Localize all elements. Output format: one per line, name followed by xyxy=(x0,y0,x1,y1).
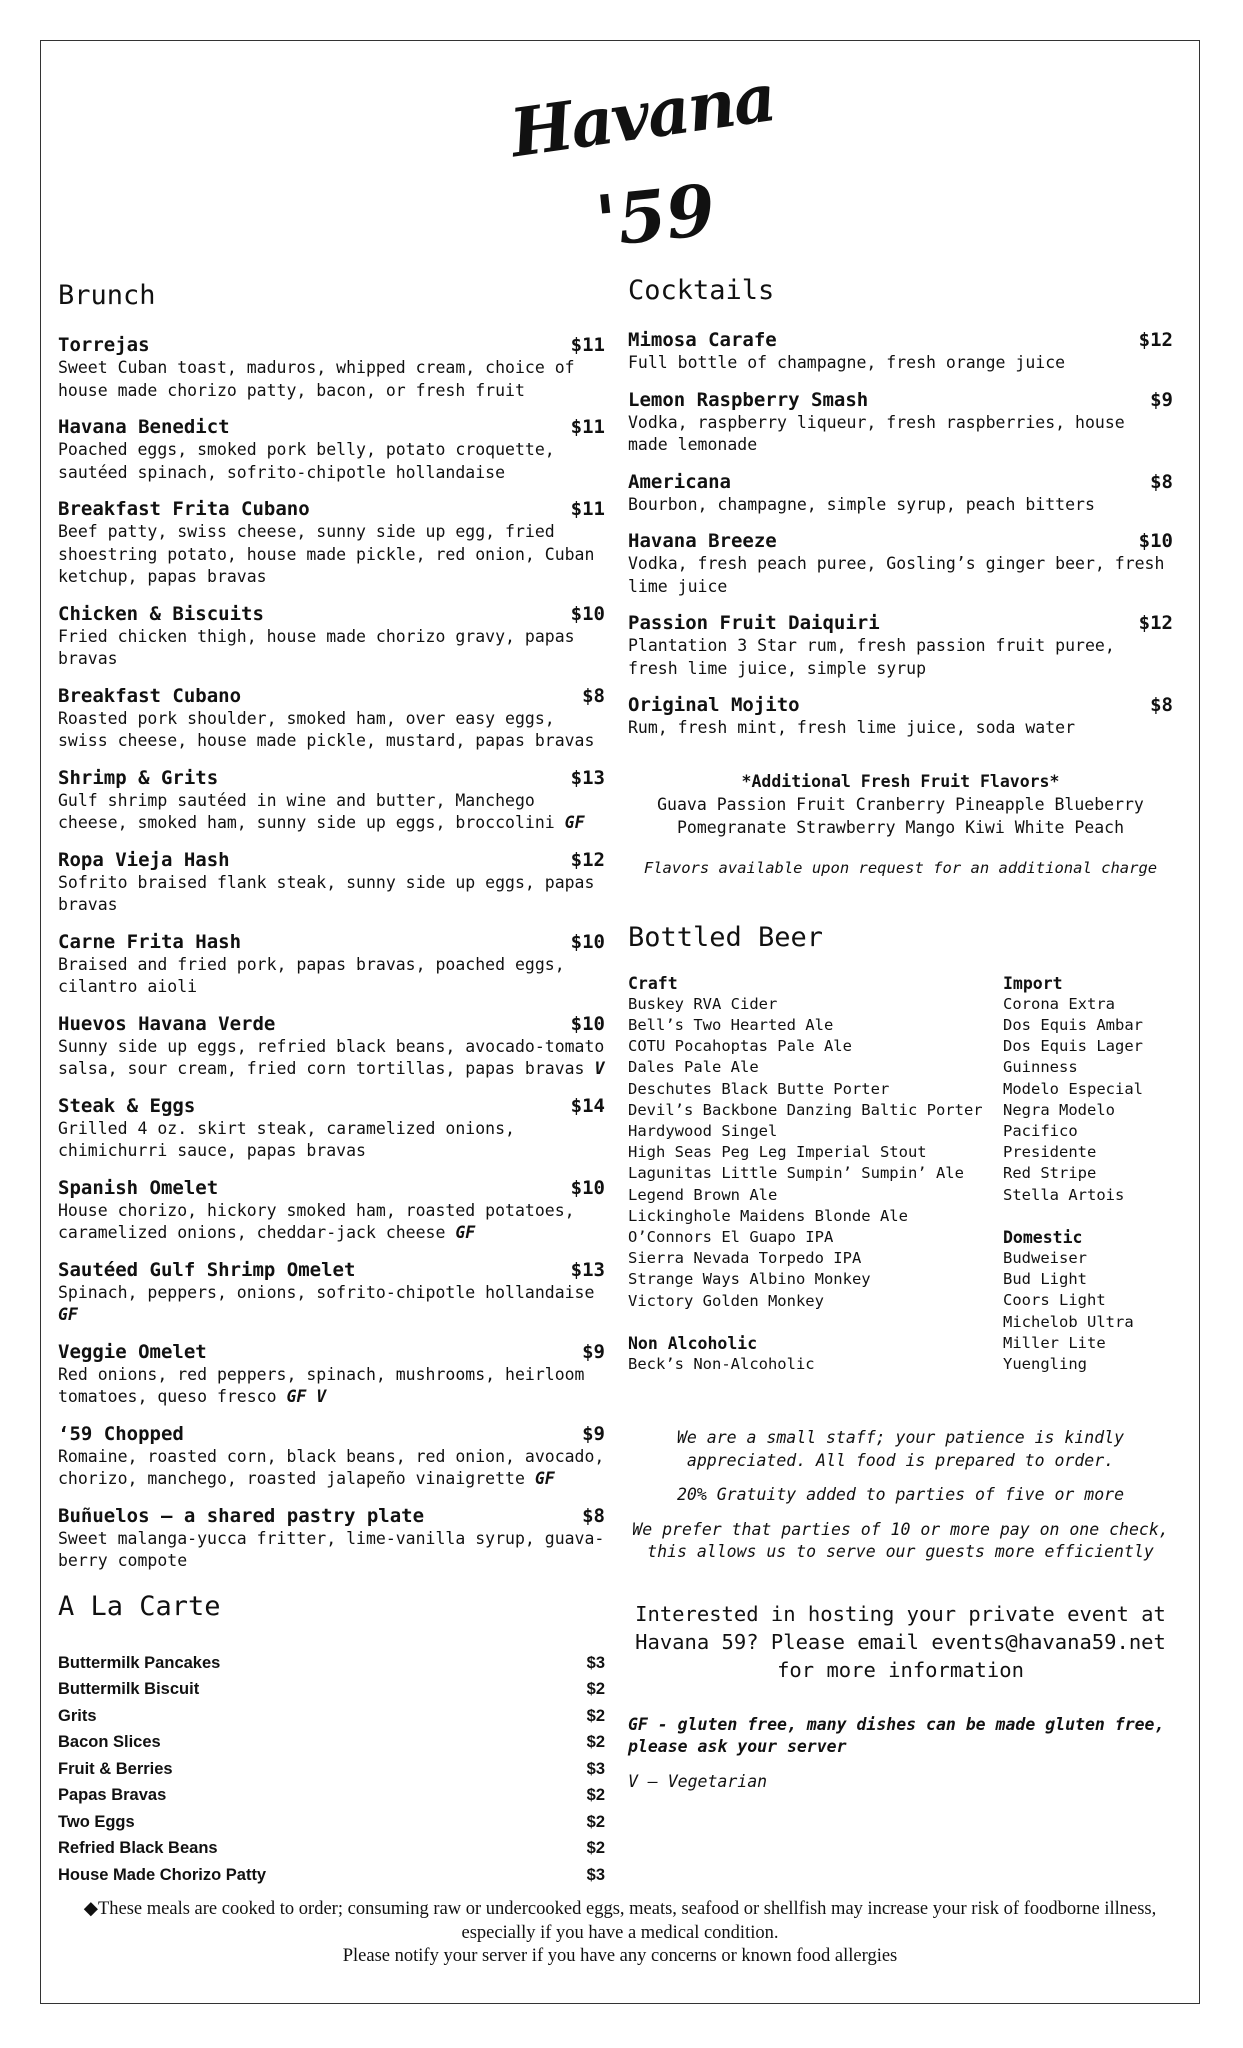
menu-item-description xyxy=(58,954,605,999)
menu-item-name: Ropa Vieja Hash xyxy=(58,848,230,871)
brunch-list xyxy=(58,333,605,1573)
domestic-heading: Domestic xyxy=(1003,1227,1083,1247)
menu-item-description-text: Vodka, raspberry liqueur, fresh raspberries, house made lemonade xyxy=(628,412,1125,454)
menu-item-name: Torrejas xyxy=(58,334,150,356)
right-column xyxy=(628,275,1173,1793)
menu-item-price: $10 xyxy=(570,1012,605,1035)
menu-item-description xyxy=(58,1282,605,1327)
menu-item-price: $12 xyxy=(1138,329,1173,351)
menu-item-price: $11 xyxy=(570,334,605,356)
menu-item-name: Havana Benedict xyxy=(58,416,230,438)
beer-item: Deschutes Black Butte Porter xyxy=(628,1079,890,1098)
menu-item-description-text: Spinach, peppers, onions, sofrito-chipotle hollandaise xyxy=(58,1282,595,1302)
beer-item: Coors Light xyxy=(1003,1291,1106,1310)
craft-heading: Craft xyxy=(628,973,678,993)
beer-grid xyxy=(628,973,1173,1376)
beer-item: High Seas Peg Leg Imperial Stout xyxy=(628,1143,927,1162)
gf-legend: GF - gluten free, many dishes can be made gluten free, please ask your server xyxy=(628,1714,1165,1757)
a-la-carte-item xyxy=(58,1729,605,1756)
beer-item: Negra Modelo xyxy=(1003,1100,1115,1119)
menu-item-price: $8 xyxy=(1150,694,1173,716)
menu-item xyxy=(58,684,605,753)
menu-item-description-text: Plantation 3 Star rum, fresh passion fruit puree, fresh lime juice, simple syrup xyxy=(628,636,1115,678)
menu-item-name: Sautéed Gulf Shrimp Omelet xyxy=(58,1258,356,1281)
beer-item: Lagunitas Little Sumpin’ Sumpin’ Ale xyxy=(628,1164,964,1183)
beer-item: Modelo Especial xyxy=(1003,1079,1143,1098)
a-la-carte-price: $2 xyxy=(586,1680,605,1698)
menu-item-price: $13 xyxy=(570,766,605,789)
dietary-tag: GF xyxy=(455,1223,476,1242)
beer-item: Presidente xyxy=(1003,1143,1097,1162)
menu-item-header xyxy=(628,693,1173,717)
craft-list xyxy=(628,994,1003,1312)
menu-item xyxy=(628,388,1173,457)
menu-item-description-text: Bourbon, champagne, simple syrup, peach bitters xyxy=(628,494,1095,514)
menu-item-description-text: Fried chicken thigh, house made chorizo gravy, papas bravas xyxy=(58,626,575,668)
cocktails-title: Cocktails xyxy=(628,275,775,306)
beer-column-left xyxy=(628,973,1003,1376)
import-heading: Import xyxy=(1003,973,1063,993)
menu-item-description xyxy=(58,521,605,589)
a-la-carte-item xyxy=(58,1756,605,1783)
menu-item-description-text: Vodka, fresh peach puree, Gosling’s ginger beer, fresh lime juice xyxy=(628,554,1165,596)
menu-item-name: Shrimp & Grits xyxy=(58,766,219,789)
bottled-beer xyxy=(628,922,1173,1376)
beer-item: Legend Brown Ale xyxy=(628,1185,778,1204)
a-la-carte-price: $3 xyxy=(586,1653,605,1672)
a-la-carte-name: House Made Chorizo Patty xyxy=(58,1865,267,1884)
menu-item-header xyxy=(58,684,605,708)
left-column xyxy=(58,280,605,1888)
menu-item xyxy=(628,328,1173,375)
beer-item: Buskey RVA Cider xyxy=(628,994,778,1013)
beer-item: Beck’s Non-Alcoholic xyxy=(628,1354,815,1373)
menu-item-name: Carne Frita Hash xyxy=(58,930,242,953)
menu-item-price: $8 xyxy=(1150,470,1173,493)
beer-item: Sierra Nevada Torpedo IPA xyxy=(628,1249,862,1268)
menu-item-name: Lemon Raspberry Smash xyxy=(628,388,869,411)
beer-column-right xyxy=(1003,973,1173,1376)
a-la-carte-item xyxy=(58,1703,605,1730)
a-la-carte-price: $2 xyxy=(586,1706,605,1725)
beer-item: Lickinghole Maidens Blonde Ale xyxy=(628,1206,908,1225)
menu-item-price: $12 xyxy=(1138,612,1173,634)
menu-item-description xyxy=(58,439,605,484)
menu-item-name: Havana Breeze xyxy=(628,530,777,552)
menu-item xyxy=(58,1176,605,1245)
menu-item-description-text: Gulf shrimp sautéed in wine and butter, Manchego cheese, smoked ham, sunny side up eggs, broccolini xyxy=(58,790,555,832)
menu-item-name: Spanish Omelet xyxy=(58,1176,219,1199)
menu-item-description xyxy=(58,1036,605,1081)
menu-item-name: Buñuelos – a shared pastry plate xyxy=(58,1504,425,1527)
a-la-carte-price: $2 xyxy=(586,1733,605,1751)
staff-note: We are a small staff; your patience is kindly appreciated. All food is prepared to order. xyxy=(676,1428,1125,1470)
menu-item-name: Breakfast Cubano xyxy=(58,684,242,707)
menu-item-description xyxy=(628,352,1173,375)
menu-item xyxy=(58,848,605,917)
menu-item-price: $10 xyxy=(570,930,605,953)
a-la-carte-price: $3 xyxy=(586,1865,605,1884)
menu-item-description xyxy=(628,412,1173,457)
a-la-carte-price: $2 xyxy=(586,1786,605,1804)
a-la-carte-name: Buttermilk Biscuit xyxy=(58,1680,200,1698)
menu-item-description-text: Sofrito braised flank steak, sunny side up eggs, papas bravas xyxy=(58,872,595,914)
menu-item-description xyxy=(58,357,605,402)
menu-item-header xyxy=(58,1094,605,1118)
dietary-tag: GF V xyxy=(286,1387,327,1406)
menu-item-description-text: Sweet malanga-yucca fritter, lime-vanilla syrup, guava-berry compote xyxy=(58,1528,605,1570)
beer-item: Dos Equis Lager xyxy=(1003,1037,1143,1056)
flavors-heading: *Additional Fresh Fruit Flavors* xyxy=(741,771,1060,791)
private-event-note: Interested in hosting your private event at Havana 59? Please email events@havana59.net for more information xyxy=(635,1601,1166,1682)
menu-item-name: Breakfast Frita Cubano xyxy=(58,498,310,520)
beer-item: Red Stripe xyxy=(1003,1164,1097,1183)
beer-item: Pacifico xyxy=(1003,1121,1078,1140)
dietary-tag: GF xyxy=(58,1305,78,1324)
dietary-legend xyxy=(628,1714,1173,1794)
menu-item-header xyxy=(58,766,605,790)
menu-item-description xyxy=(58,1200,605,1245)
menu-item-description xyxy=(628,494,1173,517)
a-la-carte-item xyxy=(58,1782,605,1809)
menu-item xyxy=(58,1094,605,1163)
a-la-carte-name: Refried Black Beans xyxy=(58,1839,218,1857)
menu-item xyxy=(628,611,1173,680)
menu-item xyxy=(58,1258,605,1327)
menu-item-description xyxy=(58,1446,605,1491)
dietary-tag: GF xyxy=(564,813,585,832)
menu-item-description-text: House chorizo, hickory smoked ham, roasted potatoes, caramelized onions, cheddar-jack cheese xyxy=(58,1200,575,1242)
menu-item-price: $11 xyxy=(570,416,605,438)
footer-warning: ◆These meals are cooked to order; consuming raw or undercooked eggs, meats, seafood or shellfish may increase your risk of foodborne illness, especially if you have a medical condition. xyxy=(83,1899,1157,1943)
menu-item-description-text: Romaine, roasted corn, black beans, red onion, avocado, chorizo, manchego, roasted jalapeño vinaigrette xyxy=(58,1446,605,1488)
beer-item: Strange Ways Albino Monkey xyxy=(628,1270,871,1289)
menu-item-description xyxy=(58,708,605,753)
menu-item-price: $8 xyxy=(582,684,605,707)
menu-item-header xyxy=(628,470,1173,494)
menu-item xyxy=(628,529,1173,598)
check-note: We prefer that parties of 10 or more pay on one check, this allows us to serve our guests more efficiently xyxy=(632,1519,1169,1562)
beer-item: Guinness xyxy=(1003,1058,1078,1077)
menu-item-name: Americana xyxy=(628,470,731,493)
menu-item-header xyxy=(628,611,1173,635)
a-la-carte-name: Bacon Slices xyxy=(58,1733,161,1751)
a-la-carte-item xyxy=(58,1650,605,1677)
menu-item-price: $10 xyxy=(1138,530,1173,552)
havana-59-logo xyxy=(505,58,780,268)
menu-item-description-text: Red onions, red peppers, spinach, mushrooms, heirloom tomatoes, queso fresco xyxy=(58,1364,585,1406)
a-la-carte-name: Grits xyxy=(58,1706,97,1725)
menu-item-description-text: Poached eggs, smoked pork belly, potato croquette, sautéed spinach, sofrito-chipotle hollandaise xyxy=(58,440,555,482)
menu-item-header xyxy=(628,529,1173,553)
flavors-note: Flavors available upon request for an additional charge xyxy=(643,858,1158,877)
menu-item-header xyxy=(58,848,605,872)
gratuity-note: 20% Gratuity added to parties of five or more xyxy=(676,1485,1125,1505)
menu-item xyxy=(58,766,605,835)
menu-item-description-text: Beef patty, swiss cheese, sunny side up egg, fried shoestring potato, house made pickle, red onion, Cuban ketchup, papas bravas xyxy=(58,522,595,586)
menu-item-price: $14 xyxy=(570,1094,605,1117)
menu-item-name: Steak & Eggs xyxy=(58,1094,196,1117)
menu-item xyxy=(58,1422,605,1491)
non-alcoholic-list xyxy=(628,1354,1003,1375)
menu-item-description xyxy=(58,872,605,917)
menu-item-header xyxy=(58,930,605,954)
menu-item-description-text: Braised and fried pork, papas bravas, poached eggs, cilantro aioli xyxy=(58,954,565,996)
menu-item-name: Veggie Omelet xyxy=(58,1340,207,1363)
menu-item-price: $10 xyxy=(570,1176,605,1199)
logo-word: Havana xyxy=(505,58,780,173)
menu-item-name: Chicken & Biscuits xyxy=(58,602,264,625)
menu-item xyxy=(58,333,605,402)
menu-item-description xyxy=(58,790,605,835)
brunch-title: Brunch xyxy=(58,280,156,311)
menu-item-description xyxy=(58,1118,605,1163)
menu-item-description-text: Grilled 4 oz. skirt steak, caramelized onions, chimichurri sauce, papas bravas xyxy=(58,1118,515,1160)
menu-item-price: $9 xyxy=(582,1422,605,1445)
fruit-flavors xyxy=(628,770,1173,880)
beer-item: COTU Pocahoptas Pale Ale xyxy=(628,1037,852,1056)
a-la-carte-list xyxy=(58,1650,605,1889)
beer-item: Budweiser xyxy=(1003,1248,1087,1267)
flavors-line: Pomegranate Strawberry Mango Kiwi White Peach xyxy=(676,817,1125,837)
beer-item: Michelob Ultra xyxy=(1003,1312,1134,1331)
cocktail-list xyxy=(628,328,1173,740)
menu-item-description-text: Sweet Cuban toast, maduros, whipped cream, choice of house made chorizo patty, bacon, or fresh fruit xyxy=(58,358,575,400)
menu-item-header xyxy=(58,1422,605,1446)
food-safety-footer xyxy=(60,1898,1180,1969)
footer-allergy: Please notify your server if you have any concerns or known food allergies xyxy=(342,1946,898,1966)
menu-item xyxy=(628,470,1173,517)
menu-item-header xyxy=(628,388,1173,412)
menu-item-header xyxy=(58,1340,605,1364)
menu-item-price: $8 xyxy=(582,1504,605,1527)
menu-item-header xyxy=(58,602,605,626)
menu-item-name: Original Mojito xyxy=(628,694,800,716)
beer-item: Bell’s Two Hearted Ale xyxy=(628,1015,834,1034)
v-legend: V – Vegetarian xyxy=(628,1771,768,1791)
domestic-list xyxy=(1003,1248,1173,1375)
menu-item-header xyxy=(58,1176,605,1200)
menu-item-description xyxy=(628,553,1173,598)
import-list xyxy=(1003,994,1173,1206)
menu-item-name: ‘59 Chopped xyxy=(58,1422,184,1445)
menu-item-description xyxy=(628,635,1173,680)
menu-item-description-text: Rum, fresh mint, fresh lime juice, soda water xyxy=(628,718,1076,737)
menu-item-price: $9 xyxy=(582,1340,605,1363)
menu-item xyxy=(58,1340,605,1409)
menu-item-header xyxy=(628,328,1173,352)
menu-item-header xyxy=(58,1012,605,1036)
beer-item: O’Connors El Guapo IPA xyxy=(628,1227,834,1246)
beer-item: Yuengling xyxy=(1003,1354,1087,1373)
a-la-carte-item xyxy=(58,1809,605,1836)
beer-item: Corona Extra xyxy=(1003,994,1115,1013)
menu-item xyxy=(58,602,605,671)
menu-item-price: $10 xyxy=(570,602,605,625)
beer-item: Devil’s Backbone Danzing Baltic Porter xyxy=(628,1100,983,1119)
menu-item-header xyxy=(58,415,605,439)
menu-item-price: $9 xyxy=(1150,388,1173,411)
beer-item: Dos Equis Ambar xyxy=(1003,1015,1143,1034)
menu-item-header xyxy=(58,333,605,357)
beer-item: Miller Lite xyxy=(1003,1333,1106,1352)
beer-item: Stella Artois xyxy=(1003,1185,1125,1204)
beer-item: Dales Pale Ale xyxy=(628,1058,759,1077)
a-la-carte-item xyxy=(58,1862,605,1889)
menu-item xyxy=(58,415,605,484)
menu-item-name: Passion Fruit Daiquiri xyxy=(628,612,880,634)
beer-item: Bud Light xyxy=(1003,1270,1087,1289)
menu-item-header xyxy=(58,1504,605,1528)
a-la-carte-title: A La Carte xyxy=(58,1590,221,1622)
a-la-carte-price: $2 xyxy=(586,1812,605,1831)
menu-item-price: $11 xyxy=(570,498,605,520)
a-la-carte-item xyxy=(58,1835,605,1862)
menu-item-name: Huevos Havana Verde xyxy=(58,1012,276,1035)
menu-item-name: Mimosa Carafe xyxy=(628,329,777,351)
service-notes xyxy=(628,1427,1173,1564)
dietary-tag: GF xyxy=(534,1469,555,1488)
menu-item-description xyxy=(58,626,605,671)
flavors-line: Guava Passion Fruit Cranberry Pineapple Blueberry xyxy=(657,794,1144,814)
bottled-beer-title: Bottled Beer xyxy=(628,921,824,953)
menu-item-description xyxy=(58,1528,605,1573)
a-la-carte-price: $3 xyxy=(586,1759,605,1778)
dietary-tag: V xyxy=(594,1059,605,1078)
a-la-carte-name: Fruit & Berries xyxy=(58,1759,173,1778)
a-la-carte-price: $2 xyxy=(586,1839,605,1857)
menu-item-description-text: Full bottle of champagne, fresh orange juice xyxy=(628,353,1066,372)
a-la-carte-name: Buttermilk Pancakes xyxy=(58,1653,221,1672)
logo-year: '59 xyxy=(591,168,719,263)
beer-item: Hardywood Singel xyxy=(628,1121,778,1140)
beer-item: Victory Golden Monkey xyxy=(628,1291,824,1310)
menu-item-description-text: Sunny side up eggs, refried black beans, avocado-tomato salsa, sour cream, fried corn tortillas, papas bravas xyxy=(58,1036,605,1078)
menu-item xyxy=(58,1504,605,1573)
non-alcoholic-heading: Non Alcoholic xyxy=(628,1333,758,1353)
a-la-carte-name: Two Eggs xyxy=(58,1812,135,1831)
menu-item xyxy=(58,1012,605,1081)
menu-item-description-text: Roasted pork shoulder, smoked ham, over easy eggs, swiss cheese, house made pickle, mustard, papas bravas xyxy=(58,708,595,750)
a-la-carte-name: Papas Bravas xyxy=(58,1786,167,1804)
menu-item-description xyxy=(58,1364,605,1409)
menu-item-header xyxy=(58,497,605,521)
menu-item xyxy=(58,497,605,589)
menu-item-header xyxy=(58,1258,605,1282)
menu-item xyxy=(628,693,1173,740)
a-la-carte-item xyxy=(58,1676,605,1703)
menu-item-description xyxy=(628,717,1173,740)
menu-item-price: $13 xyxy=(570,1258,605,1281)
menu-item xyxy=(58,930,605,999)
menu-item-price: $12 xyxy=(570,848,605,871)
